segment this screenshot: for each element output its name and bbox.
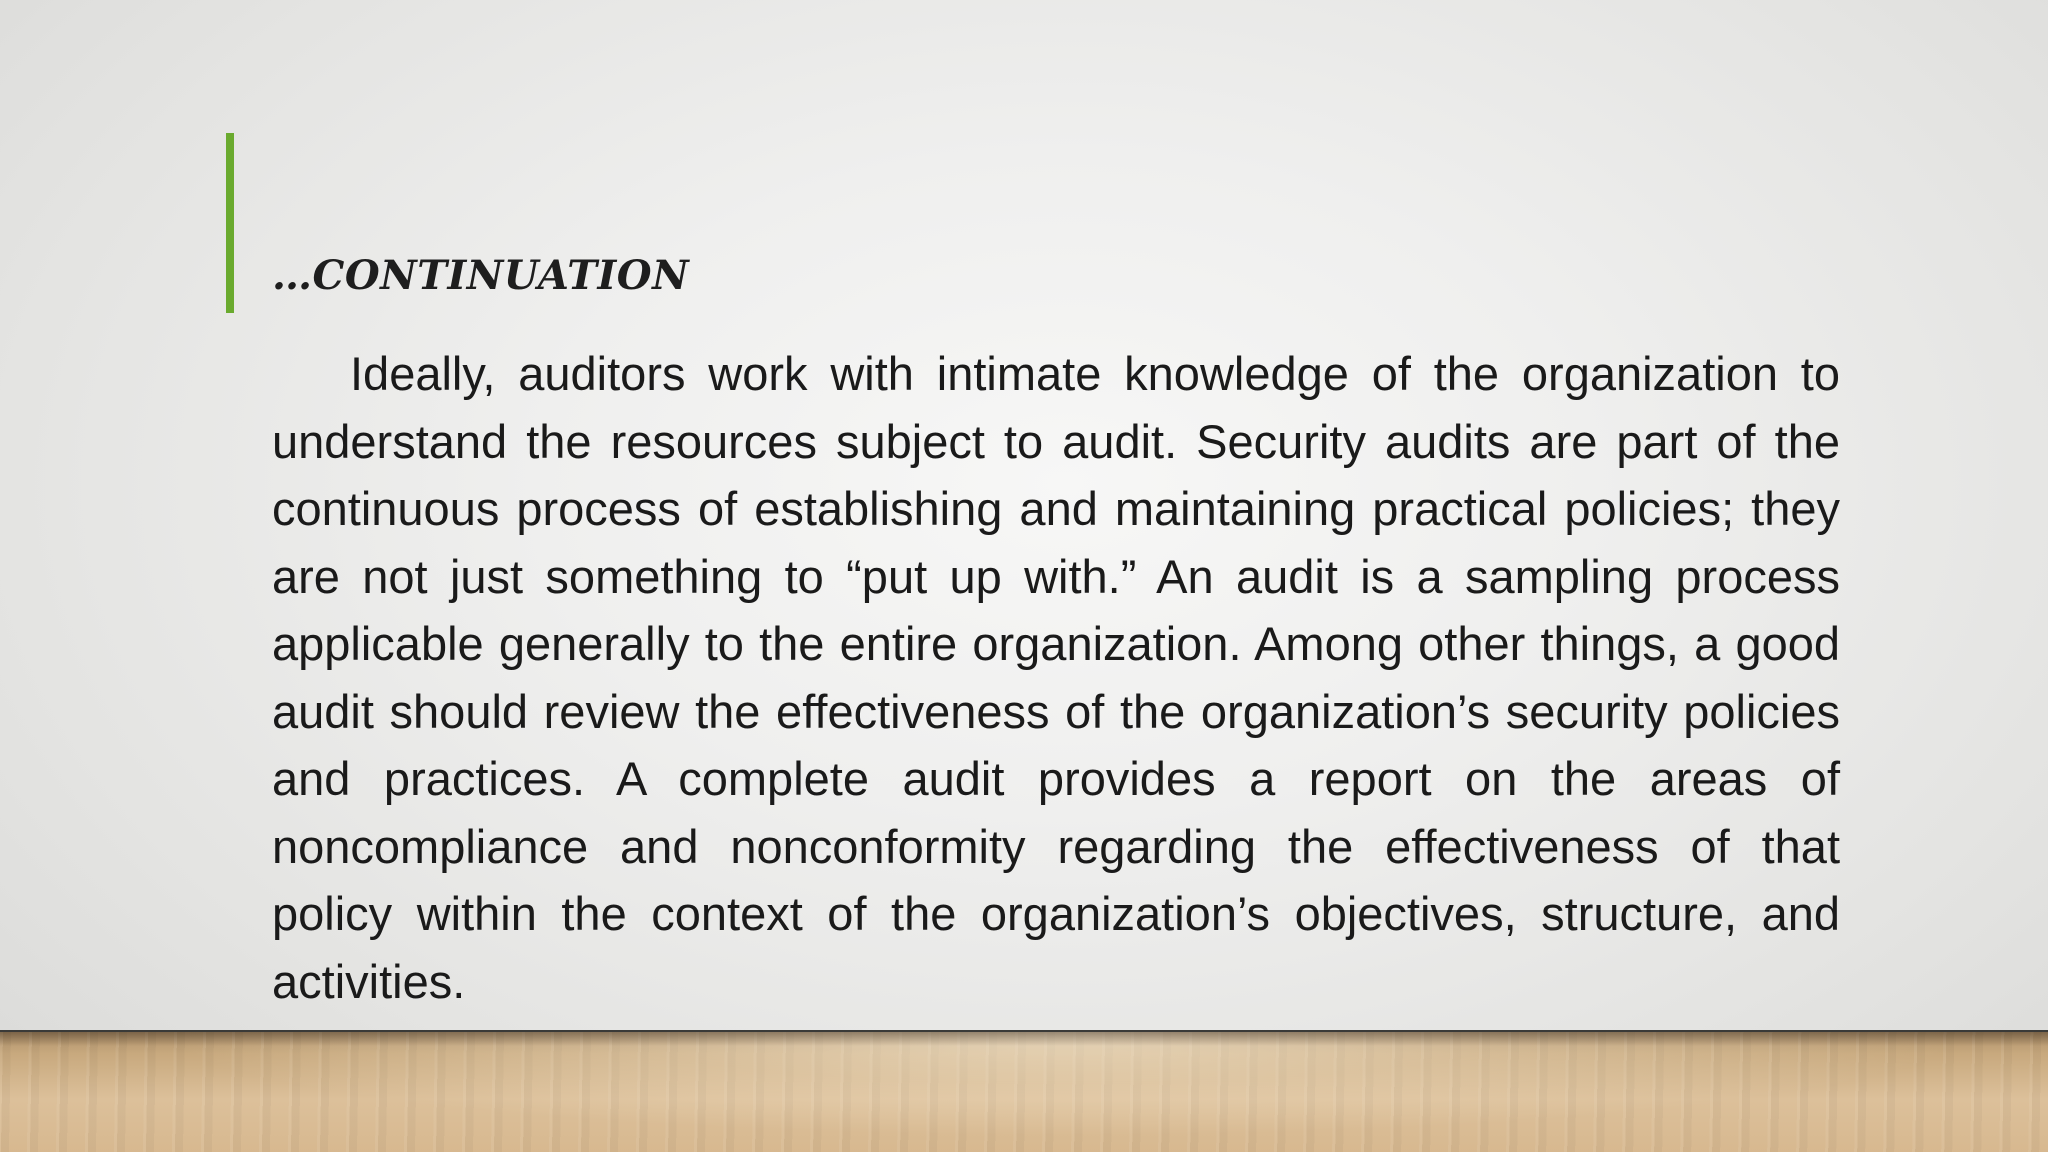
title-accent-bar [226, 133, 234, 313]
slide-body-text: Ideally, auditors work with intimate knowledge of the organization to understand the resources subject to audit. Security audits are part of the continuous process of establishing and maintaining practical policies; they are not just something to “put up with.” An audit is a sampling process applicable generally to the entire organization. Among other things, a good audit should review the effectiveness of the organization’s security policies and practices. A complete audit provides a report on the areas of noncompliance and nonconformity regarding the effectiveness of that policy within the context of the organization’s objectives, structure, and activities. [272, 347, 1840, 1008]
wooden-floor-decoration [0, 1030, 2048, 1152]
slide-title: …CONTINUATION [272, 252, 690, 299]
floor-light-reflection [0, 1032, 2048, 1152]
floor-edge-shadow [0, 1032, 2048, 1046]
